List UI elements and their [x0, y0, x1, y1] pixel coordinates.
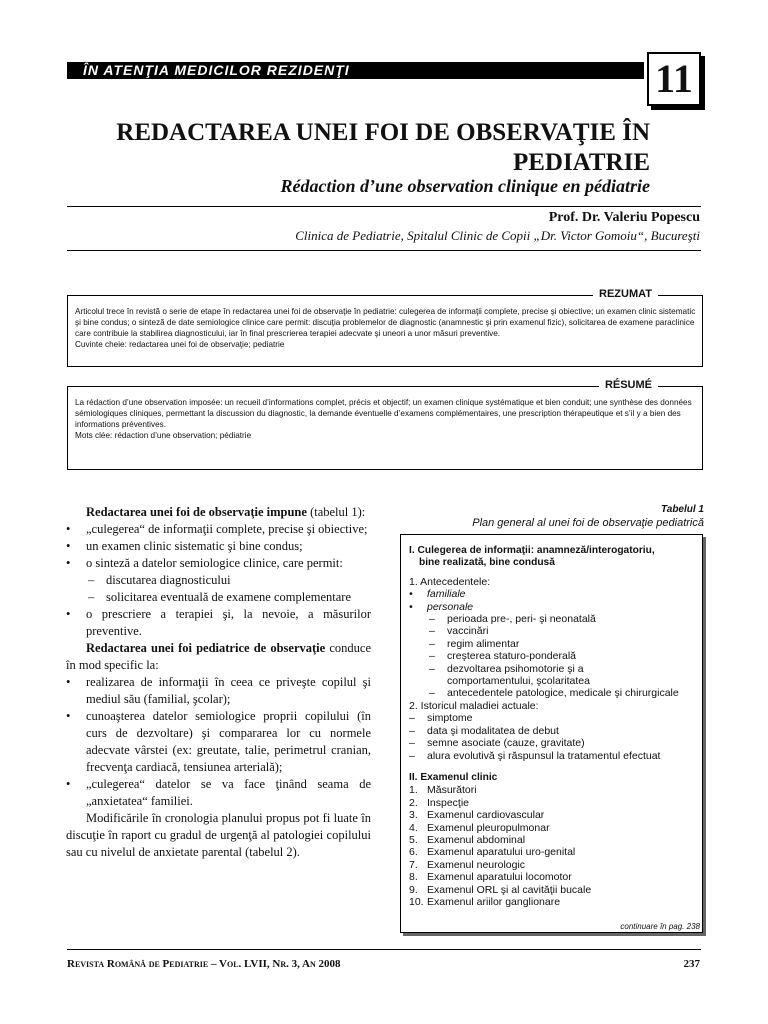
- rezumat-text: Articolul trece în revistă o serie de etape în redactarea unei foi de observaţie în pediatrie: culegerea de informaţii complete, precise şi obiective; un examen clinic sistematic şi bine condus; o sinteză de date semiologice clinice care permit: discuţia problemelor de diagnostic (anamnestic şi prin examenul fizic), solicitarea de examene paraclinice care contribuie la stabilirea diagnosticului, iar în final prescrierea terapiei adecvate şi uneori a unor măsuri preventive.: [75, 307, 696, 338]
- exam-label: Examenul abdominal: [427, 833, 526, 846]
- table-row: – data şi modalitatea de debut: [409, 725, 699, 737]
- exam-label: Examenul neurologic: [427, 858, 526, 871]
- footer-divider: [67, 949, 701, 950]
- section-banner: [67, 62, 644, 79]
- table-row: 2. Istoricul maladiei actuale:: [409, 699, 539, 712]
- table-row: [409, 871, 699, 883]
- journal-footer: Revista Română de Pediatrie – Vol. LVII, Nr. 3, An 2008: [67, 958, 341, 970]
- table-row: [409, 846, 699, 858]
- table-content: [409, 545, 699, 908]
- table-row: – creşterea staturo-ponderală: [409, 650, 699, 662]
- table-row: [409, 859, 699, 871]
- exam-label: Măsurători: [427, 784, 477, 797]
- continued-note: continuare în pag. 238: [620, 922, 700, 931]
- paragraph-1-lead: Redactarea unei foi de observaţie impune: [86, 505, 307, 519]
- exam-number: 7.: [409, 858, 418, 871]
- table-row: – alura evolutivă şi răspunsul la tratamentul efectuat: [409, 750, 699, 762]
- chapter-number: 11: [655, 56, 693, 101]
- list-2: [66, 674, 371, 810]
- table-row: – dezvoltarea psihomotorie şi a: [409, 663, 699, 675]
- table-section-1-cont: bine realizată, bine condusă: [419, 557, 555, 569]
- table-row: • familiale: [409, 588, 699, 600]
- list-item: • „culegerea“ datelor se va face ţinând seama de „anxietatea“ familiei.: [66, 776, 371, 810]
- list-item: • „culegerea“ de informaţii complete, precise şi obiective;: [66, 521, 371, 538]
- exam-number: 9.: [409, 883, 418, 896]
- author-name: Prof. Dr. Valeriu Popescu: [548, 210, 700, 225]
- paragraph-2-rest: conduce în mod specific la:: [66, 641, 371, 672]
- paragraph-2: [66, 640, 371, 674]
- title-line-1: REDACTAREA UNEI FOI DE OBSERVAŢIE ÎN: [116, 119, 650, 146]
- exam-label: Examenul aparatului uro-genital: [427, 846, 576, 859]
- exam-label: Inspecţie: [427, 796, 470, 809]
- table-row: – simptome: [409, 712, 699, 724]
- chapter-number-box: [647, 52, 701, 106]
- list-subitem: – discutarea diagnosticului: [66, 572, 371, 589]
- paragraph-2-lead: Redactarea unei foi pediatrice de observaţie: [86, 641, 326, 655]
- exam-number: 1.: [409, 784, 418, 797]
- exam-label: Examenul ariilor ganglionare: [427, 895, 561, 908]
- page-number: 237: [683, 958, 700, 970]
- title-divider: [67, 206, 701, 207]
- rezumat-label: REZUMAT: [593, 288, 658, 300]
- resume-keywords: Mots clée: rédaction d’une observation; pédiatrie: [75, 431, 252, 440]
- table-caption-title: Plan general al unei foi de observaţie pediatrică: [472, 517, 704, 529]
- exam-label: Examenul ORL şi al cavităţii bucale: [427, 883, 592, 896]
- table-section-1: I. Culegerea de informaţii: anamneză/interogatoriu,: [409, 545, 655, 556]
- table-row: – regim alimentar: [409, 638, 699, 650]
- exam-number: 8.: [409, 871, 418, 884]
- list-subitem: – solicitarea eventuală de examene complementare: [66, 589, 371, 606]
- table-row: [409, 809, 699, 821]
- body-text: [66, 504, 371, 861]
- table-section-2: II. Examenul clinic: [409, 771, 498, 783]
- list-item: • un examen clinic sistematic şi bine condus;: [66, 538, 371, 555]
- exam-label: Examenul aparatului locomotor: [427, 871, 572, 884]
- resume-text: La rédaction d’une observation imposée: un recueil d’informations complet, précis et objectif; un examen clinique systématique et bien conduit; une synthèse des données sémiologiques cliniques, permettant la discussion du diagnostic, la demande éventuelle d’examens complémentaires, une prescription thérapeutique et s’il y a bien des informations préventives.: [75, 398, 692, 429]
- article-title: [70, 118, 650, 178]
- table-row: – vaccinări: [409, 625, 699, 637]
- exam-label: Examenul pleuropulmonar: [427, 821, 550, 834]
- resume-box: [67, 379, 703, 470]
- table-row: [409, 884, 699, 896]
- table-row: 1. Antecedentele:: [409, 575, 491, 588]
- table-row: [409, 896, 699, 908]
- table-row: – semne asociate (cauze, gravitate): [409, 737, 699, 749]
- resume-label: RÉSUMÉ: [599, 379, 658, 391]
- table-row: – perioada pre-, peri- şi neonatală: [409, 613, 699, 625]
- exam-label: Examenul cardiovascular: [427, 809, 545, 822]
- paragraph-1-rest: (tabelul 1):: [310, 505, 366, 519]
- section-title: ÎN ATENŢIA MEDICILOR REZIDENŢI: [83, 62, 350, 78]
- list-item: • cunoaşterea datelor semiologice proprii copilului (în curs de dezvoltare) şi compararea lor cu normele adecvate vârstei (ex: greutate, talie, perimetrul cranian, frecvenţa cardiacă, tensiunea arterială);: [66, 708, 371, 776]
- exam-number: 3.: [409, 809, 418, 822]
- title-line-2: PEDIATRIE: [512, 149, 650, 176]
- exam-number: 2.: [409, 796, 418, 809]
- table-caption-number: Tabelul 1: [661, 504, 704, 515]
- table-row: [409, 797, 699, 809]
- list-item: • realizarea de informaţii în ceea ce priveşte copilul şi mediul său (familial, şcolar);: [66, 674, 371, 708]
- list-1: [66, 521, 371, 640]
- article-subtitle: Rédaction d’une observation clinique en pédiatrie: [280, 176, 650, 196]
- rezumat-box: [67, 288, 703, 367]
- exam-number: 10.: [409, 895, 424, 908]
- exam-number: 6.: [409, 846, 418, 859]
- author-divider: [67, 250, 701, 251]
- paragraph-3: Modificările în cronologia planului propus pot fi luate în discuţie în raport cu gradul de urgenţă al patologiei copilului sau cu nivelul de anxietate parental (tabelul 2).: [66, 811, 371, 859]
- list-item: • o prescriere a terapiei şi, la nevoie, a măsurilor preventive.: [66, 606, 371, 640]
- table-row: comportamentului, şcolaritatea: [447, 675, 590, 688]
- exam-number: 5.: [409, 833, 418, 846]
- paragraph-1: [66, 504, 371, 521]
- rezumat-keywords: Cuvinte cheie: redactarea unei foi de observaţie; pediatrie: [75, 340, 285, 349]
- table-row: [409, 784, 699, 796]
- list-item: • o sinteză a datelor semiologice clinice, care permit:: [66, 555, 371, 572]
- author-affiliation: Clinica de Pediatrie, Spitalul Clinic de Copii „Dr. Victor Gomoiu“, Bucureşti: [295, 228, 700, 243]
- table-row: [409, 822, 699, 834]
- exam-number: 4.: [409, 821, 418, 834]
- table-1: [400, 534, 703, 933]
- table-row: – antecedentele patologice, medicale şi chirurgicale: [409, 687, 699, 699]
- table-row: • personale: [409, 601, 699, 613]
- table-row: [409, 834, 699, 846]
